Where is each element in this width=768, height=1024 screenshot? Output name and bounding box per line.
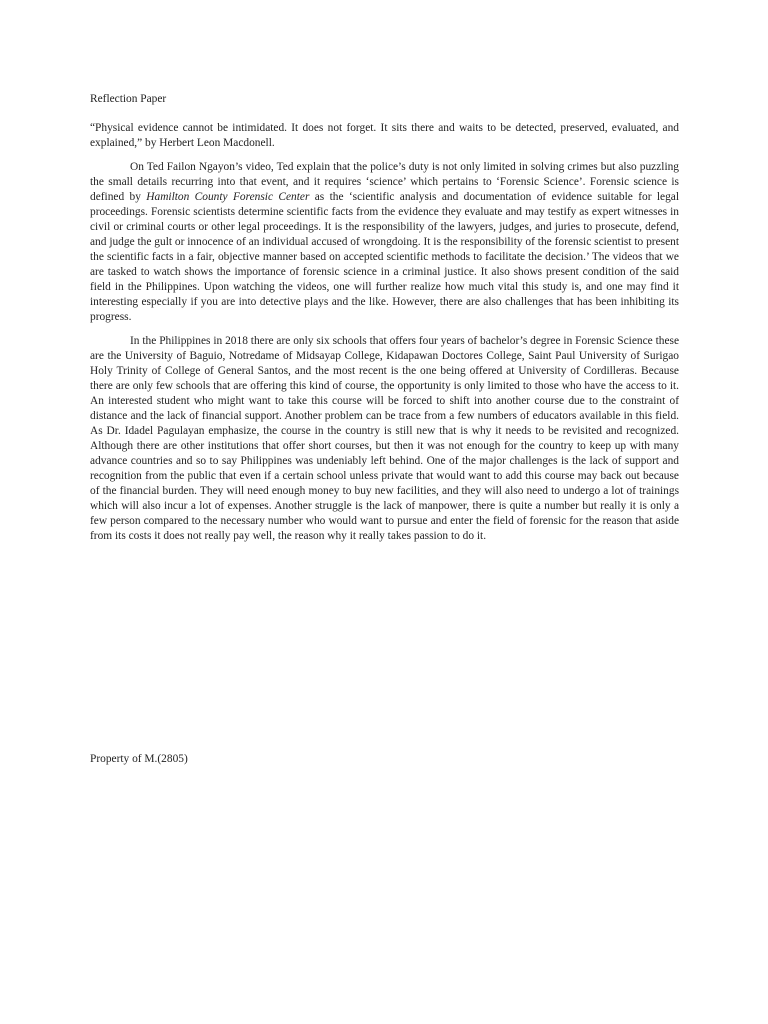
paragraph-1-text-a: On Ted Failon Ngayon’s video, Ted explain that the police’s duty is not only limited in solving crimes but also puzzling the small details recurring into that event, and it requires ‘science’ which pertains to ‘Forensic Science’. Forensic science is defined by bbox=[90, 161, 679, 203]
footer-property-note: Property of M.(2805) bbox=[90, 753, 188, 765]
paragraph-1 bbox=[90, 160, 679, 325]
document-title: Reflection Paper bbox=[90, 93, 167, 105]
paragraph-2: In the Philippines in 2018 there are only six schools that offers four years of bachelor’s degree in Forensic Science these are the University of Baguio, Notredame of Midsayap College, Kidapawan Doctores College, Saint Paul University of Surigao Holy Trinity of College of General Santos, and the most recent is the one being offered at University of Cordilleras. Because there are only few schools that are offering this kind of course, the opportunity is only limited to those who have the access to it. An interested student who might want to take this course will be forced to shift into another course due to the constraint of distance and the lack of financial support. Another problem can be trace from a few numbers of educators available in this field. As Dr. Idadel Pagulayan emphasize, the course in the country is still new that is why it needs to be revisited and recognized. Although there are other institutions that offer short courses, but then it was not enough for the country to keep up with many advance countries and so to say Philippines was undeniably left behind. One of the major challenges is the lack of support and recognition from the public that even if a certain school unless private that would want to add this course may back out because of the financial burden. They will need enough money to buy new facilities, and they will also need to undergo a lot of trainings which will also incur a lot of expenses. Another struggle is the lack of manpower, there is quite a number but really it is only a few person compared to the necessary number who would want to pursue and enter the field of forensic for the reason that aside from its costs it does not really pay well, the reason why it really takes passion to do it. bbox=[90, 335, 679, 542]
paragraph-1-italic: Hamilton County Forensic Center bbox=[146, 191, 310, 203]
opening-quote: “Physical evidence cannot be intimidated. It does not forget. It sits there and waits to be detected, preserved, evaluated, and explained,” by Herbert Leon Macdonell. bbox=[90, 122, 679, 149]
paragraph-1-text-b: as the ‘scientific analysis and documentation of evidence suitable for legal proceedings. Forensic scientists determine scientific facts from the evidence they evaluate and may testify as expert witnesses in civil or criminal courts or other legal proceedings. It is the responsibility of the lawyers, judges, and juries to prosecute, defend, and judge the gult or innocence of an individual accused of wrongdoing. It is the responsibility of the forensic scientist to present the scientific facts in a fair, objective manner based on accepted scientific methods to facilitate the decision.’ The videos that we are tasked to watch shows the importance of forensic science in a criminal justice. It also shows present condition of the said field in the Philippines. Upon watching the videos, one will further realize how much vital this study is, and one may find it interesting especially if you are into detective plays and the like. However, there are also challenges that has been inhibiting its progress. bbox=[90, 191, 679, 323]
document-body bbox=[90, 92, 679, 553]
